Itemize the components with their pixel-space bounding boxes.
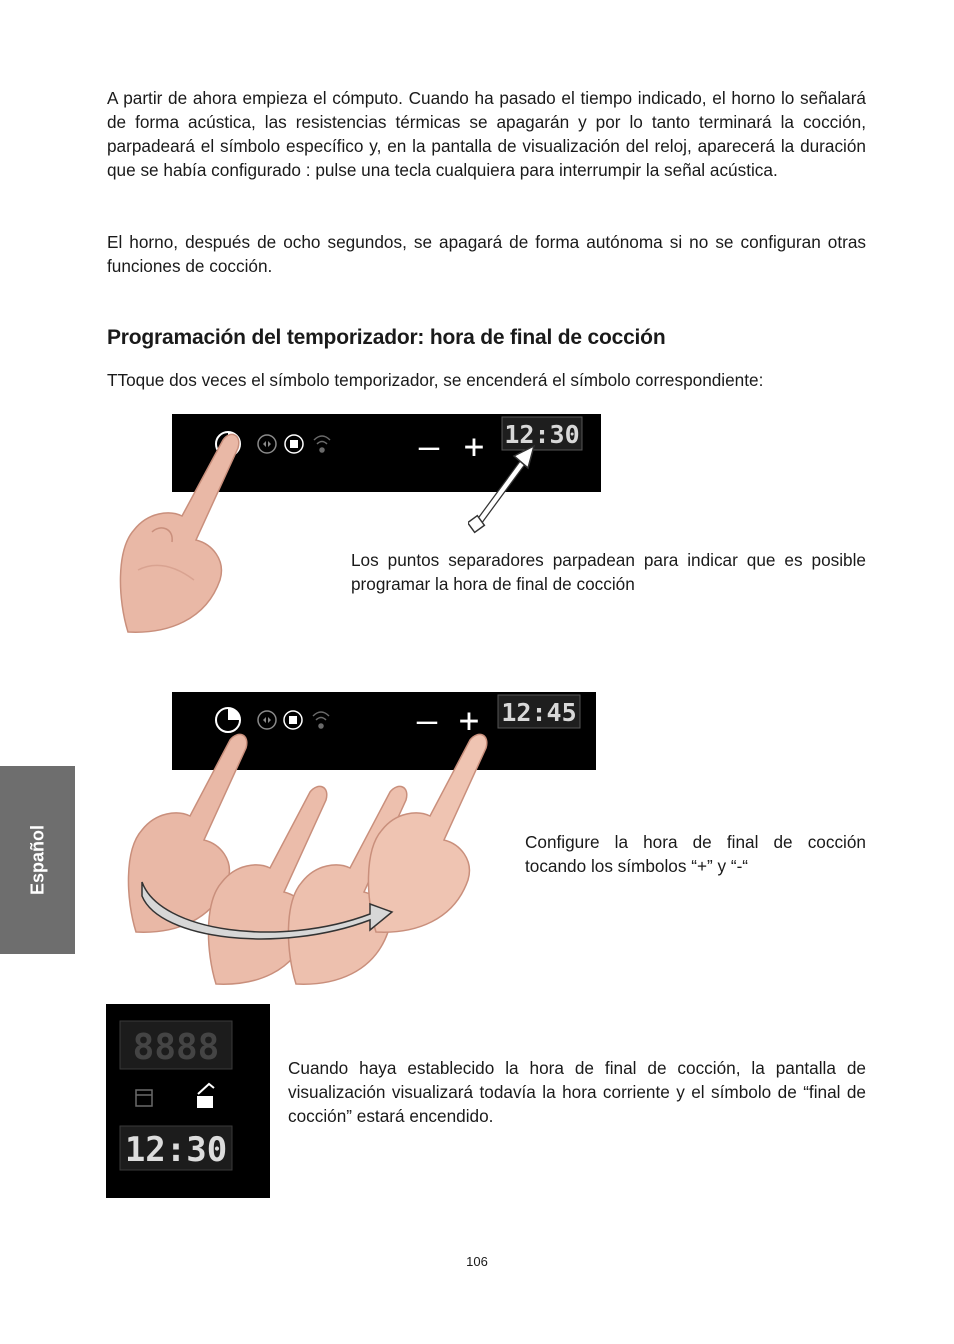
minus-button[interactable]: – bbox=[418, 427, 440, 467]
caption-figure-2: Configure la hora de final de cocción tocando los símbolos “+” y “-“ bbox=[525, 832, 866, 876]
hand-4 bbox=[368, 734, 486, 932]
plus-button[interactable]: + bbox=[458, 701, 480, 741]
page-number: 106 bbox=[466, 1254, 488, 1269]
display-arrow bbox=[468, 440, 548, 540]
adjusting-hands-figure-2 bbox=[120, 700, 500, 995]
clock-module-figure-3 bbox=[106, 1004, 270, 1198]
top-display: 8888 bbox=[132, 1027, 220, 1068]
clock-display: 12:30 bbox=[504, 420, 580, 449]
cooking-duration-icon bbox=[136, 1090, 152, 1106]
intro-text: TToque dos veces el símbolo temporizador, se encenderá el símbolo correspondiente: bbox=[107, 370, 764, 390]
caption-figure-3: Cuando haya establecido la hora de final de cocción, la pantalla de visualización visualizará todavía la hora corriente y el símbolo de “final de cocción” estará encendido. bbox=[288, 1058, 866, 1126]
clock-display: 12:45 bbox=[501, 698, 577, 727]
caption-figure-1: Los puntos separadores parpadean para indicar que es posible programar la hora de final de cocción bbox=[351, 550, 866, 594]
language-tab bbox=[0, 766, 75, 954]
end-of-cooking-icon bbox=[197, 1084, 214, 1108]
bottom-display: 12:30 bbox=[124, 1130, 228, 1170]
section-title: Programación del temporizador: hora de final de cocción bbox=[107, 326, 666, 349]
language-tab-label: Español bbox=[27, 824, 47, 896]
paragraph-auto-off: El horno, después de ocho segundos, se apagará de forma autónoma si no se configuran otras funciones de cocción. bbox=[107, 232, 866, 276]
pointing-hand-figure-1 bbox=[108, 420, 378, 640]
paragraph-countdown: A partir de ahora empieza el cómputo. Cuando ha pasado el tiempo indicado, el horno lo señalará de forma acústica, las resistencias térmicas se apagarán y por lo tanto terminará la cocción, parpadeará el símbolo específico y, en la pantalla de visualización del reloj, aparecerá la duración que se había configurado : pulse una tecla cualquiera para interrumpir la señal acústica. bbox=[107, 88, 866, 180]
plus-button[interactable]: + bbox=[463, 427, 485, 467]
minus-button[interactable]: – bbox=[416, 701, 438, 741]
